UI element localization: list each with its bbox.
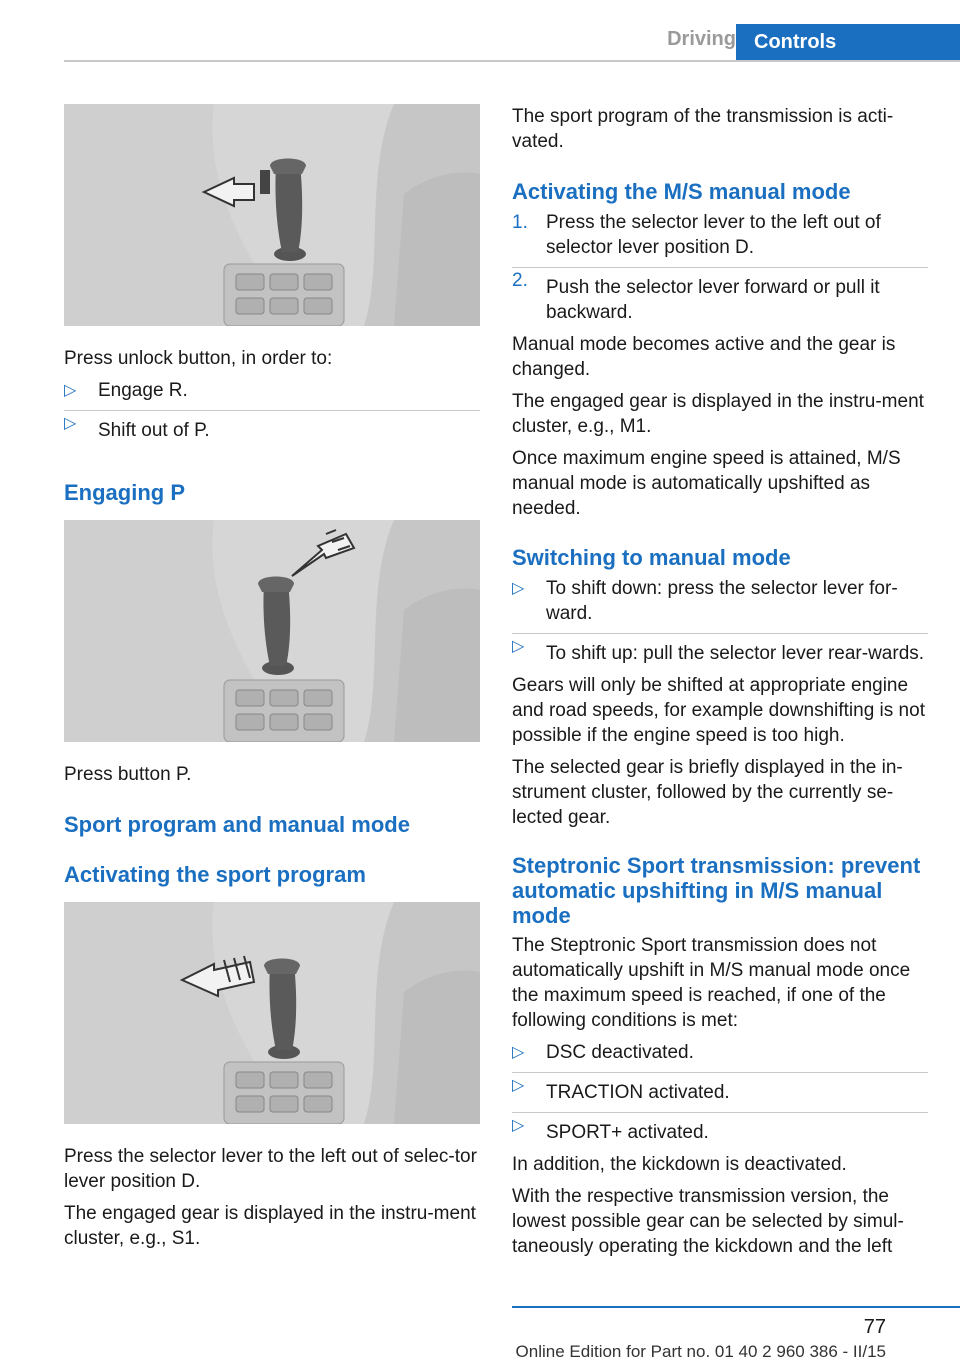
list-item: 1. Press the selector lever to the left out of selector lever position D. (512, 212, 881, 258)
list-item: ▷ TRACTION activated. (512, 1072, 928, 1105)
paragraph-ms-3: Once maximum engine speed is attained, M/S manual mode is automatically upshifted as needed. (512, 448, 901, 519)
heading-activating-sport: Activating the sport program (64, 862, 366, 887)
triangle-bullet-icon: ▷ (512, 1044, 525, 1061)
triangle-bullet-icon: ▷ (64, 415, 77, 432)
figure-button-p (64, 520, 480, 742)
list-item: ▷ DSC deactivated. (512, 1042, 694, 1063)
paragraph-switch-2: The selected gear is briefly displayed in the in‐strument cluster, followed by the currently se‐lected gear. (512, 757, 903, 828)
header-divider (64, 60, 960, 62)
ms-steps (512, 210, 928, 325)
list-item: 2. Push the selector lever forward or pull it backward. (512, 267, 928, 325)
triangle-bullet-icon: ▷ (512, 1077, 525, 1094)
paragraph-steptronic-2: In addition, the kickdown is deactivated. (512, 1154, 847, 1175)
paragraph-sport-2: The engaged gear is displayed in the instru‐ment cluster, e.g., S1. (64, 1203, 476, 1249)
triangle-bullet-icon: ▷ (512, 1117, 525, 1134)
list-item: ▷ Shift out of P. (64, 410, 480, 443)
footer-divider (512, 1306, 960, 1308)
caption-press-p: Press button P. (64, 764, 192, 785)
list-item: ▷ To shift down: press the selector lever for‐ward. (512, 578, 898, 624)
left-column (64, 104, 480, 1251)
triangle-bullet-icon: ▷ (512, 580, 525, 597)
paragraph-switch-1: Gears will only be shifted at appropriate engine and road speeds, for example downshifting is not possible if the engine speed is too high. (512, 675, 925, 746)
right-column (512, 104, 928, 1259)
page-header (60, 0, 960, 62)
triangle-bullet-icon: ▷ (512, 638, 525, 655)
heading-steptronic: Steptronic Sport transmission: prevent automatic upshifting in M/S manual mode (512, 853, 921, 928)
section-tab-controls[interactable]: Controls (736, 24, 960, 62)
caption-unlock: Press unlock button, in order to: (64, 348, 333, 369)
heading-ms-manual-mode: Activating the M/S manual mode (512, 179, 851, 204)
list-item: ▷ Engage R. (64, 380, 188, 401)
heading-switching-manual: Switching to manual mode (512, 545, 791, 570)
paragraph-steptronic-1: The Steptronic Sport transmission does not automatically upshift in M/S manual mode once the maximum speed is reached, if one of the following conditions is met: (512, 935, 911, 1031)
edition-footer: Online Edition for Part no. 01 40 2 960 386 - II/15 (515, 1342, 886, 1361)
list-item: ▷ To shift up: pull the selector lever rear‐wards. (512, 633, 928, 666)
page-number: 77 (863, 1316, 886, 1338)
section-tab-driving[interactable]: Driving (667, 28, 736, 50)
triangle-bullet-icon: ▷ (64, 382, 77, 399)
figure-unlock-button (64, 104, 480, 326)
list-item: ▷ SPORT+ activated. (512, 1112, 928, 1145)
heading-engaging-p: Engaging P (64, 480, 185, 505)
steptronic-conditions-list (512, 1040, 928, 1145)
paragraph-intro: The sport program of the transmission is acti‐vated. (512, 106, 894, 152)
heading-sport-program: Sport program and manual mode (64, 812, 410, 837)
paragraph-ms-1: Manual mode becomes active and the gear is changed. (512, 334, 896, 380)
paragraph-ms-2: The engaged gear is displayed in the instru‐ment cluster, e.g., M1. (512, 391, 924, 437)
switch-list (512, 576, 928, 666)
unlock-list (64, 378, 480, 443)
paragraph-sport-1: Press the selector lever to the left out of selec‐tor lever position D. (64, 1146, 477, 1192)
figure-sport-program (64, 902, 480, 1124)
paragraph-steptronic-3: With the respective transmission version, the lowest possible gear can be selected by simul‐taneously operating the kickdown and the left (512, 1186, 904, 1257)
